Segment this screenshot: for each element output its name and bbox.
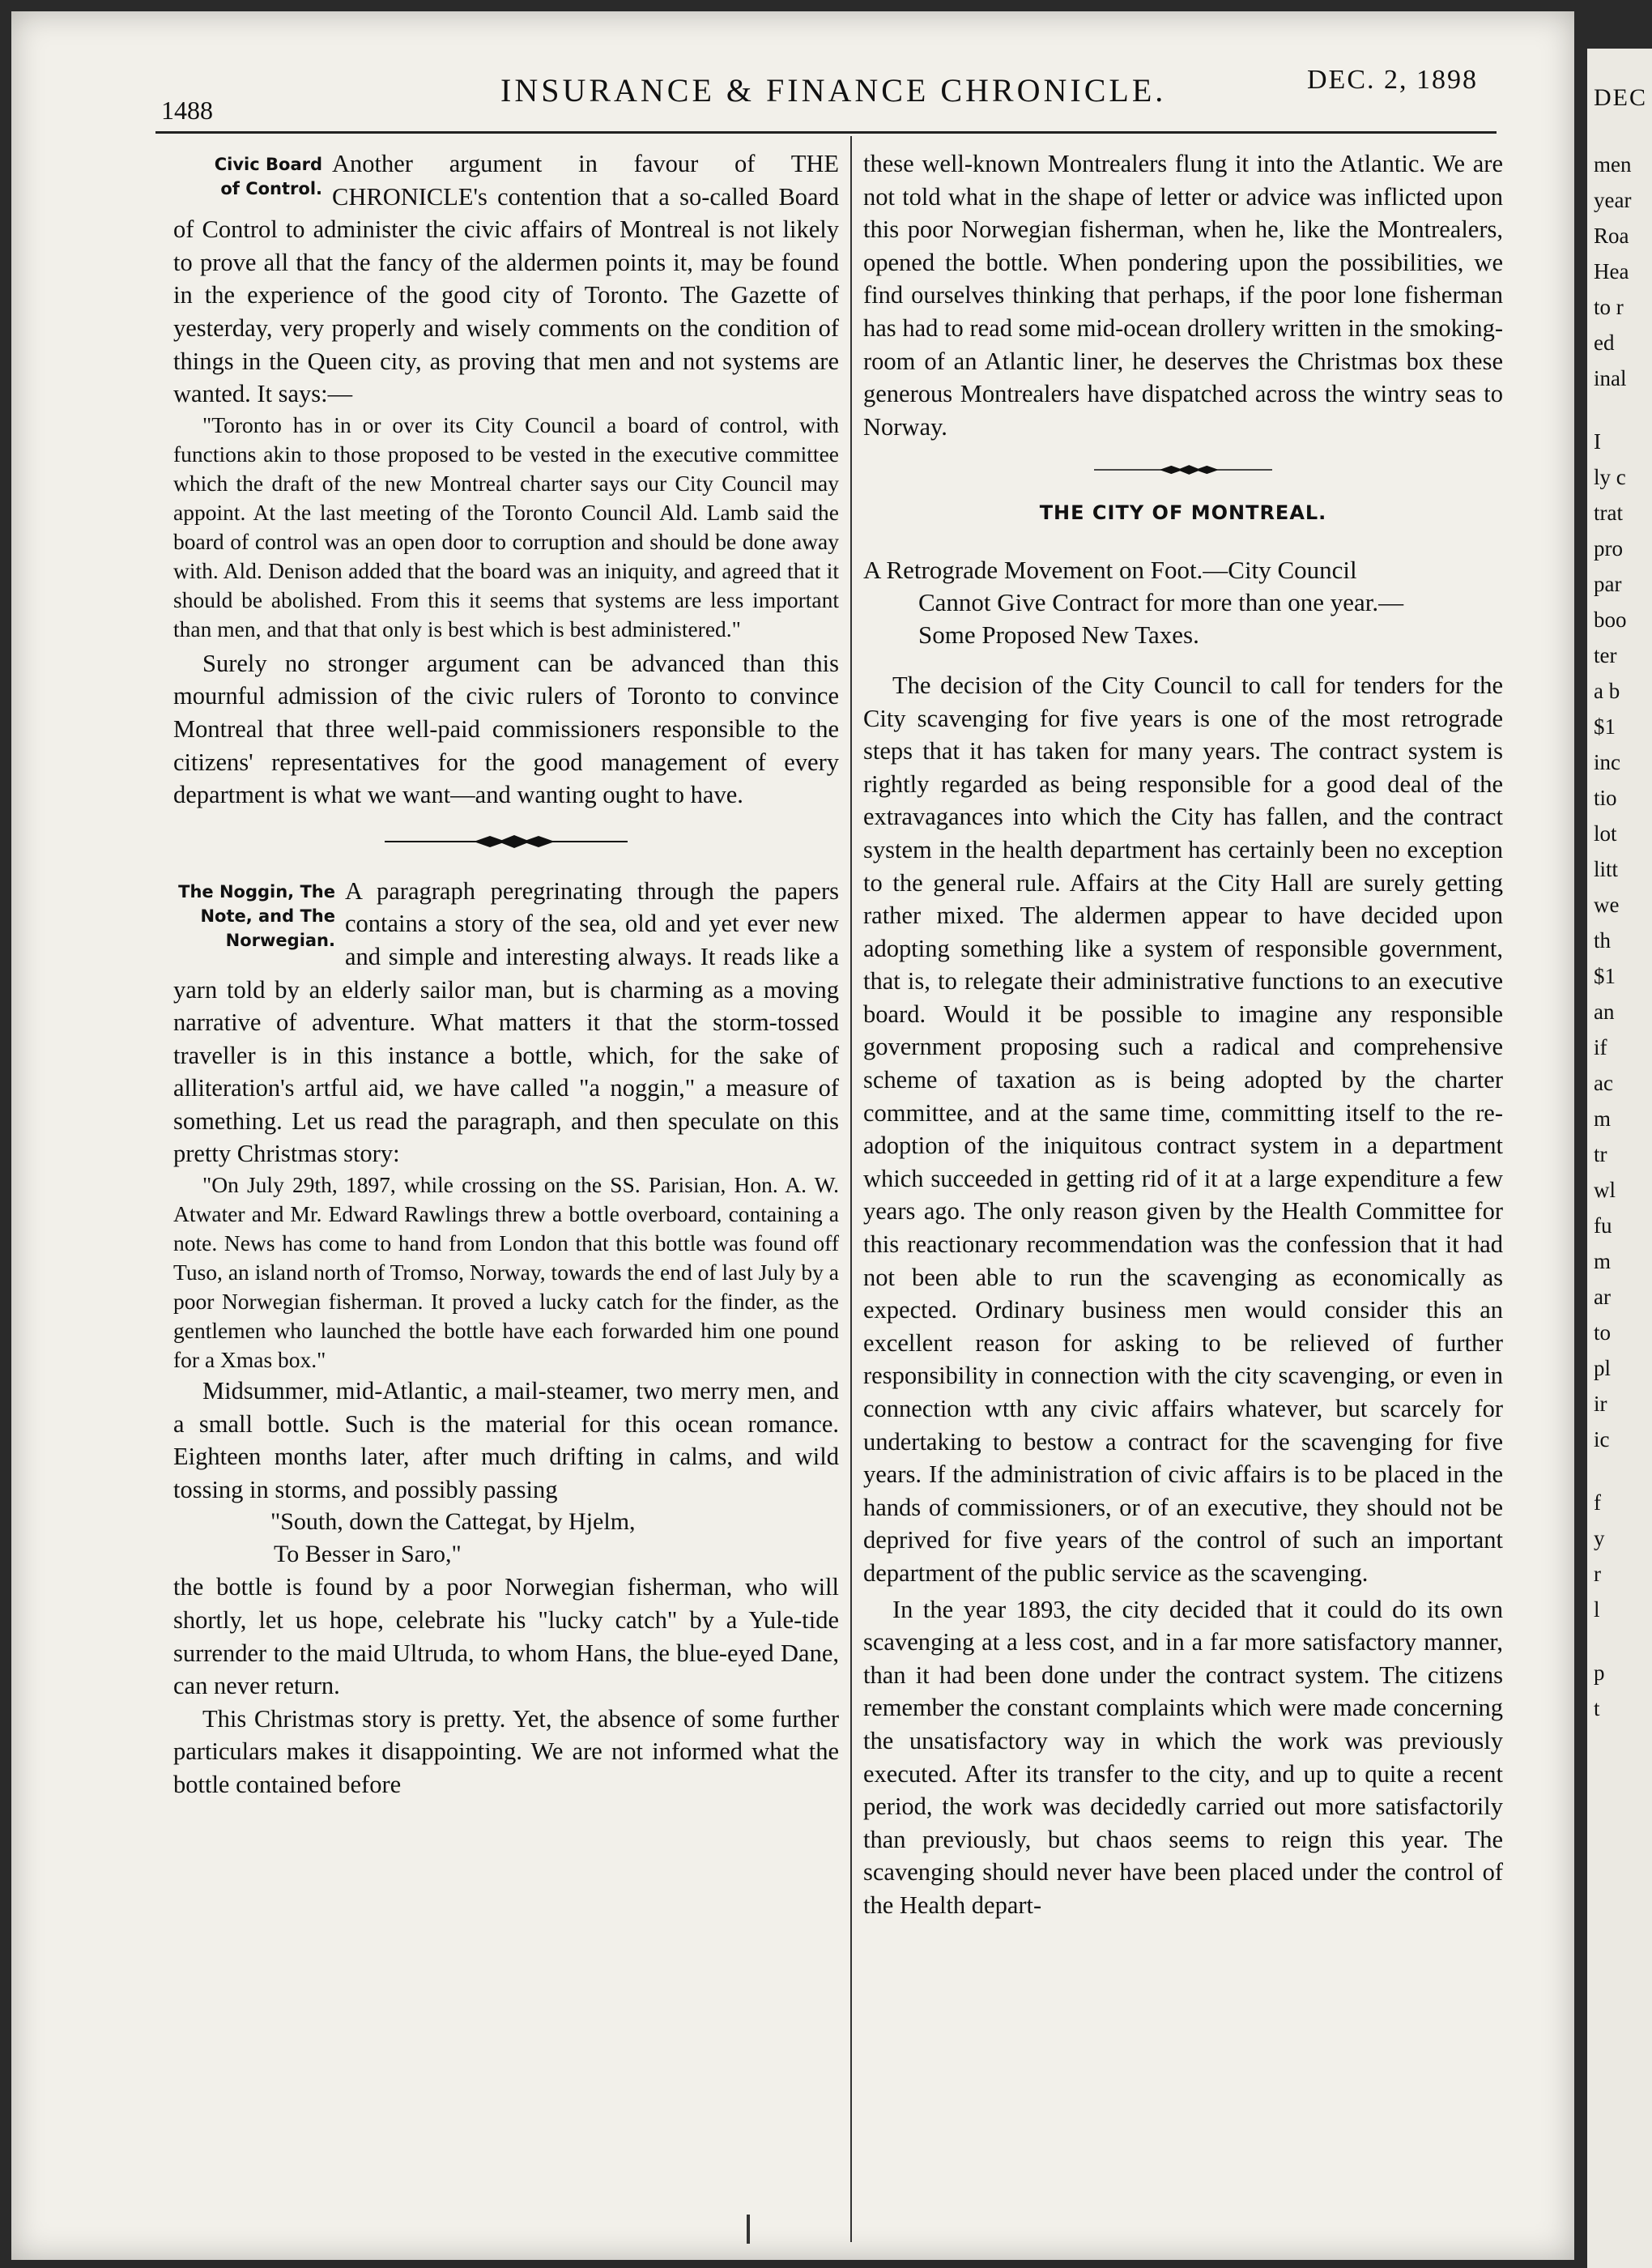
civic-conclusion: Surely no stronger argument can be advanced than this mournful admission of the civic rulers of Toronto to convince Montreal that three well-paid commissioners responsible to the citizens' representatives for the good management of every department is what we want—and wanting ought to have. xyxy=(173,649,839,809)
running-title: INSURANCE & FINANCE CHRONICLE. xyxy=(500,72,1167,109)
newspaper-page xyxy=(11,11,1574,2260)
adjacent-page-fragment: pl xyxy=(1594,1356,1612,1380)
noggin-continued: these well-known Montrealers flung it into the Atlantic. We are not told what in the shape of letter or advice was inflicted upon this poor Norwegian fisherman, when he, like the Montrealers, opened the bottle. When pondering upon the possibilities, we find ourselves thinking that perhaps, if the poor lone fisherman has had to read some mid-ocean drollery written in the smoking-room of an Atlantic liner, he deserves the Christmas box these generous Montrealers have dispatched across the wintry seas to Norway. xyxy=(863,150,1503,441)
section-title: THE CITY OF MONTREAL. xyxy=(1039,501,1327,525)
adjacent-page-fragment: ed xyxy=(1594,330,1615,355)
adjacent-page-fragment: to r xyxy=(1594,295,1624,319)
article-civic-board xyxy=(173,147,839,812)
adjacent-page-fragment: Hea xyxy=(1594,259,1629,284)
adjacent-page-fragment: if xyxy=(1594,1035,1607,1059)
adjacent-page-fragment: inc xyxy=(1594,750,1620,774)
noggin-verse: "South, down the Cattegat, by Hjelm, To Besser in Saro," xyxy=(270,1508,636,1568)
page-header xyxy=(11,11,1574,125)
adjacent-page-fragment: $1 xyxy=(1594,714,1616,739)
adjacent-page-fragment: m xyxy=(1594,1106,1612,1131)
adjacent-page-fragment: $1 xyxy=(1594,964,1616,988)
civic-quote: "Toronto has in or over its City Council a board of control, with functions akin to those proposed to be vested in the executive committee which the draft of the new Montreal charter says our City Council may appoint. At the last meeting of the Toronto Council Ald. Lamb said the board of control was an open door to corruption and should be done away with. Ald. Denison added that the board was an iniquity, and agreed that it should be abolished. From this it seems that systems are less important than men, and that that only is best which is best administered." xyxy=(173,411,839,642)
noggin-para-2: the bottle is found by a poor Norwegian fisherman, who will shortly, let us hope, celebrate his "lucky catch" by a Yule-tide surrender to the maid Ultruda, to whom Hans, the blue-eyed Dane, can never return. xyxy=(173,1573,839,1700)
adjacent-page-fragment: ac xyxy=(1594,1071,1613,1095)
adjacent-page-fragment: to xyxy=(1594,1320,1612,1345)
article-noggin xyxy=(173,875,839,1801)
ornament-divider-icon xyxy=(385,833,628,850)
adjacent-page-fragment: ic xyxy=(1594,1427,1610,1452)
article-city-of-montreal xyxy=(863,497,1503,1921)
adjacent-page-fragment: fu xyxy=(1594,1213,1612,1238)
adjacent-page-fragment: ar xyxy=(1594,1285,1611,1309)
adjacent-page-fragment: men xyxy=(1594,152,1632,177)
adjacent-page-fragment: ly c xyxy=(1594,465,1626,489)
adjacent-page-fragment: tr xyxy=(1594,1142,1607,1166)
noggin-intro: A paragraph peregrinating through the papers contains a story of the sea, old and yet ever new and simple and interesting always. It reads like a yarn told by an elderly sailor man, but is charming as a moving narrative of adventure. What matters it that the storm-tossed traveller is in this instance a bottle, which, for the sake of alliteration's artful aid, we have called "a noggin," a measure of something. Let us read the paragraph, and then speculate on this pretty Christmas story: xyxy=(173,876,839,1168)
adjacent-page-header: DEC xyxy=(1594,84,1647,111)
noggin-para-1: Midsummer, mid-Atlantic, a mail-steamer, two merry men, and a small bottle. Such is the material for this ocean romance. Eighteen months later, after much drifting in calms, and wild tossing in storms, and possibly passing xyxy=(173,1377,839,1503)
adjacent-page-fragment: p xyxy=(1594,1660,1605,1685)
adjacent-page-fragment: Roa xyxy=(1594,224,1629,248)
adjacent-page-fragment: y xyxy=(1594,1526,1605,1550)
noggin-quote: "On July 29th, 1897, while crossing on the SS. Parisian, Hon. A. W. Atwater and Mr. Edward Rawlings threw a bottle overboard, containing a note. News has come to hand from London that this bottle was found off Tuso, an island north of Tromso, Norway, towards the end of last July by a poor Norwegian fisherman. It proved a lucky catch for the finder, as the gentlemen who launched the bottle have each forwarded him one pound for a Xmas box." xyxy=(173,1172,839,1373)
adjacent-page-fragment: pro xyxy=(1594,536,1623,561)
adjacent-page-fragment: a b xyxy=(1594,679,1620,703)
adjacent-page-fragment: I xyxy=(1594,429,1601,454)
noggin-para-3: This Christmas story is pretty. Yet, the absence of some further particulars makes it disappointing. We are not informed what the bottle contained before xyxy=(173,1704,839,1798)
adjacent-page-fragment: ir xyxy=(1594,1392,1607,1416)
column-rule xyxy=(850,136,852,2242)
adjacent-page-fragment: litt xyxy=(1594,857,1619,881)
adjacent-page-fragment: inal xyxy=(1594,366,1627,390)
adjacent-page-fragment: ter xyxy=(1594,643,1617,667)
side-heading-noggin: The Noggin, The Note, and The Norwegian. xyxy=(178,881,335,950)
adjacent-page-fragment: trat xyxy=(1594,501,1623,525)
adjacent-page-fragment: par xyxy=(1594,572,1622,596)
adjacent-page-fragment: th xyxy=(1594,928,1612,953)
adjacent-page-fragment: l xyxy=(1594,1597,1600,1622)
adjacent-page-edge xyxy=(1587,49,1652,2268)
scan-artifact xyxy=(747,2215,750,2244)
montreal-para-2: In the year 1893, the city decided that it could do its own scavenging at a less cost, and in a far more satisfactory manner, than it had been done under the contract system. The citizens remember the constant complaints which were made concerning the unsatisfactory way in which the work was previously executed. After its transfer to the city, and up to quite a recent period, the work was decidedly carried out more satisfactorily than previously, but chaos seems to reign this year. The scavenging should never have been placed under the control of the Health depart- xyxy=(863,1595,1503,1919)
adjacent-page-fragment: tio xyxy=(1594,786,1617,810)
right-column xyxy=(863,147,1503,1922)
adjacent-page-fragment: m xyxy=(1594,1249,1612,1273)
ornament-divider-icon xyxy=(1094,461,1272,479)
adjacent-page-fragment: lot xyxy=(1594,821,1617,846)
adjacent-page-fragment: t xyxy=(1594,1696,1600,1720)
header-rule xyxy=(155,131,1497,134)
adjacent-page-fragment: f xyxy=(1594,1490,1601,1515)
adjacent-page-fragment: an xyxy=(1594,1000,1615,1024)
montreal-para-1: The decision of the City Council to call for tenders for the City scavenging for five years is one of the most retrograde steps that it has taken for many years. The contract system is rightly regarded as being responsible for a good deal of the extravagances into which the City has fallen, and the contract system in the health department has certainly been no exception to the general rule. Affairs at the City Hall are surely getting rather mixed. The aldermen appear to have decided upon adopting something like a system of responsible government, that is, to relegate their administrative functions to an executive board. Would it be possible to imagine any responsible government proposing such a radical and comprehensive scheme of taxation as is being adopted by the charter committee, and at the same time, committing itself to the re-adoption of the iniquitous contract system in a department which succeeded in getting rid of it at a large expenditure a few years ago. The only reason given by the Health Committee for this reactionary recommendation was the confession that it had not been able to run the scavenging as economically as expected. Ordinary business men would consider this an excellent reason for asking to be relieved of further responsibility in connection with the city scavenging, or even in connection wtth any civic affairs whatever, but scarcely for undertaking to bestow a contract for the scavenging for five years. If the administration of civic affairs is to be placed in the hands of commissioners, or of an executive, they should not be deprived for five years of the control of such an important department of the public service as the scavenging. xyxy=(863,671,1503,1587)
left-column xyxy=(173,147,839,1801)
adjacent-page-fragment: r xyxy=(1594,1562,1601,1586)
civic-intro: Another argument in favour of THE CHRONICLE's contention that a so-called Board of Control to administer the civic affairs of Montreal is not likely to prove all that the fancy of the aldermen points it, may be found in the experience of the good city of Toronto. The Gazette of yesterday, very properly and wisely comments on the condition of things in the Queen city, as proving that men and not systems are wanted. It says:— xyxy=(173,150,839,408)
adjacent-page-fragment: wl xyxy=(1594,1178,1616,1202)
adjacent-page-fragment: we xyxy=(1594,893,1620,917)
section-subtitle: A Retrograde Movement on Foot.—City Council Cannot Give Contract for more than one year.— Some Proposed New Taxes. xyxy=(863,555,1404,649)
issue-date: DEC. 2, 1898 xyxy=(1307,65,1478,95)
adjacent-page-fragment: year xyxy=(1594,188,1632,212)
page-number: 1488 xyxy=(161,96,213,125)
adjacent-page-fragment: boo xyxy=(1594,608,1627,632)
side-heading-civic-board: Civic Board of Control. xyxy=(214,155,322,198)
